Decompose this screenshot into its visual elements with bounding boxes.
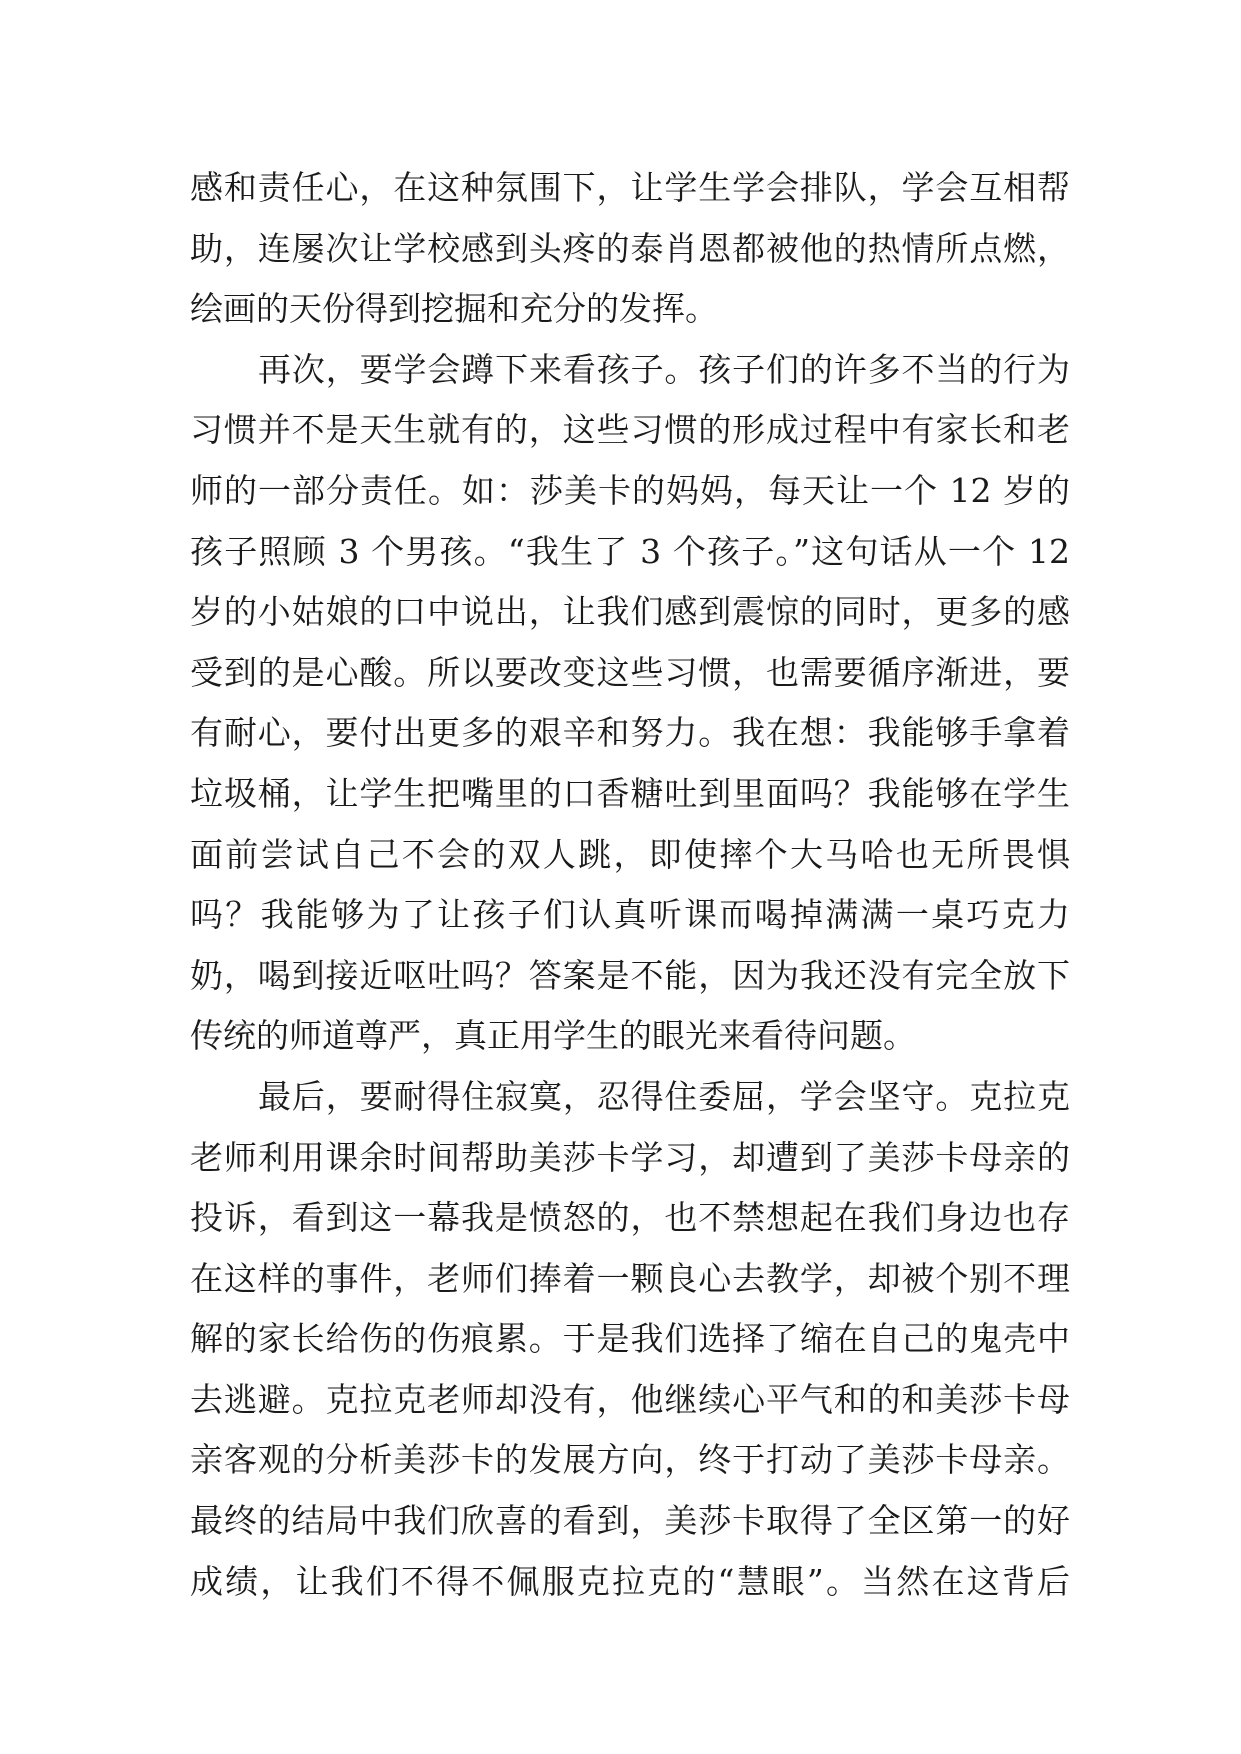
text-line: 受到的是心酸。所以要改变这些习惯，也需要循序渐进，要 [190, 652, 1070, 692]
text-line: 孩子照顾 3 个男孩。“我生了 3 个孩子。”这句话从一个 12 [190, 531, 1070, 571]
text-line: 传统的师道尊严，真正用学生的眼光来看待问题。 [190, 1016, 916, 1056]
text-line: 有耐心，要付出更多的艰辛和努力。我在想：我能够手拿着 [190, 713, 1070, 753]
text-line: 面前尝试自己不会的双人跳，即使摔个大马哈也无所畏惧 [190, 834, 1070, 874]
text-line: 亲客观的分析美莎卡的发展方向，终于打动了美莎卡母亲。 [190, 1440, 1070, 1480]
body-text [190, 158, 1070, 1612]
text-line: 投诉，看到这一幕我是愤怒的，也不禁想起在我们身边也存 [190, 1198, 1070, 1238]
text-line: 老师利用课余时间帮助美莎卡学习，却遭到了美莎卡母亲的 [190, 1137, 1070, 1177]
text-line: 垃圾桶，让学生把嘴里的口香糖吐到里面吗？我能够在学生 [190, 773, 1070, 813]
text-line: 最终的结局中我们欣喜的看到，美莎卡取得了全区第一的好 [190, 1501, 1070, 1541]
text-line: 绘画的天份得到挖掘和充分的发挥。 [190, 289, 718, 329]
text-line: 岁的小姑娘的口中说出，让我们感到震惊的同时，更多的感 [190, 592, 1070, 632]
text-line: 成绩，让我们不得不佩服克拉克的“慧眼”。当然在这背后 [190, 1561, 1070, 1601]
text-line: 去逃避。克拉克老师却没有，他继续心平气和的和美莎卡母 [190, 1379, 1070, 1419]
text-line: 解的家长给伤的伤痕累。于是我们选择了缩在自己的鬼壳中 [190, 1319, 1070, 1359]
text-line: 再次，要学会蹲下来看孩子。孩子们的许多不当的行为 [258, 349, 1070, 389]
text-line: 奶，喝到接近呕吐吗？答案是不能，因为我还没有完全放下 [190, 955, 1070, 995]
text-line: 最后，要耐得住寂寞，忍得住委屈，学会坚守。克拉克 [258, 1076, 1070, 1116]
text-line: 吗？我能够为了让孩子们认真听课而喝掉满满一桌巧克力 [190, 895, 1070, 935]
text-line: 助，连屡次让学校感到头疼的泰肖恩都被他的热情所点燃， [190, 228, 1070, 268]
text-line: 在这样的事件，老师们捧着一颗良心去教学，却被个别不理 [190, 1258, 1070, 1298]
text-line: 师的一部分责任。如：莎美卡的妈妈，每天让一个 12 岁的 [190, 470, 1070, 510]
text-line: 习惯并不是天生就有的，这些习惯的形成过程中有家长和老 [190, 410, 1070, 450]
text-line: 感和责任心，在这种氛围下，让学生学会排队，学会互相帮 [190, 168, 1070, 207]
